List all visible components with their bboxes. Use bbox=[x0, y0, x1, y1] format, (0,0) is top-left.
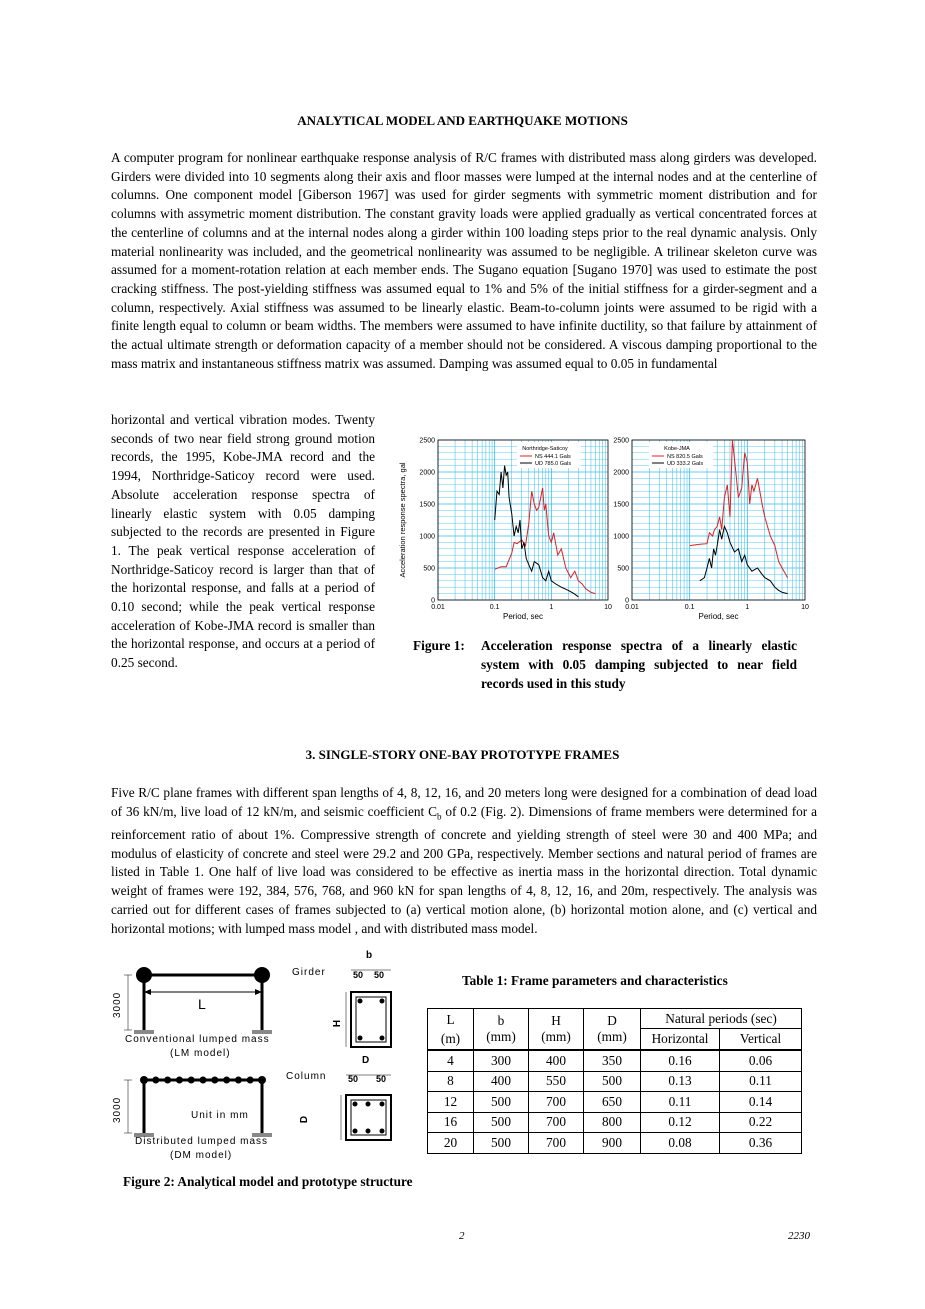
series-line-ud bbox=[495, 466, 579, 597]
table-cell: 700 bbox=[529, 1092, 584, 1113]
x-tick-label: 0.01 bbox=[431, 604, 445, 611]
col-header-d: D (mm) bbox=[584, 1009, 641, 1051]
lm-model-label-1: Conventional lumped mass bbox=[125, 1034, 270, 1045]
y-tick-label: 500 bbox=[617, 565, 629, 573]
distributed-mass-node bbox=[258, 1076, 266, 1084]
table-cell: 12 bbox=[428, 1092, 474, 1113]
y-tick-label: 1500 bbox=[419, 501, 435, 509]
figure-1 bbox=[395, 428, 825, 628]
distributed-mass-node bbox=[211, 1077, 218, 1084]
legend-entry: NS 444.1 Gals bbox=[535, 454, 571, 460]
dm-model-label-1: Distributed lumped mass bbox=[135, 1136, 269, 1147]
table-row bbox=[428, 1092, 802, 1113]
y-tick-label: 0 bbox=[625, 597, 629, 605]
body-paragraph: A computer program for nonlinear earthquake response analysis of R/C frames with distributed mass along girders was developed. Girders were divided into 10 segments along their axis and floor masses were lumped at the internal nodes and at the centerline of columns. One component model [Giberson 1967] was used for girder segments with symmetric moment distribution and for columns with assymetric moment distribution. The constant gravity loads were applied gradually as vertical concentrated forces at the centerline of columns and at the internal nodes along a girder within 100 loading steps prior to the real dynamic analysis. Only material nonlinearity was included, and the geometrical nonlinearity was assumed to be negligible. A trilinear skeleton curve was assumed for a moment-rotation relation at each member ends. The Sugano equation [Sugano 1970] was used to estimate the post cracking stiffness. The post-yielding stiffness was assumed equal to 1% and 5% of the initial stiffness for a girder-segment and a column, respectively. Axial stiffness was assumed to be linearly elastic. Beam-to-column joints were assumed to be rigid with a finite length equal to column or beam widths. The members were assumed to have infinite ductility, so that failure by attainment of the actual ultimate strength or deformation capacity of a member should not be considered. A viscous damping proportional to the mass matrix and instantaneous stiffness matrix was assumed. Damping was assumed equal to 0.05 in fundamental bbox=[111, 150, 817, 371]
table-cell: 500 bbox=[474, 1092, 529, 1113]
col-header-vertical: Vertical bbox=[720, 1029, 802, 1050]
y-tick-label: 500 bbox=[423, 565, 435, 573]
distributed-mass-node bbox=[223, 1077, 230, 1084]
table-cell: 0.08 bbox=[641, 1133, 720, 1154]
column-label: Column bbox=[286, 1071, 327, 1082]
x-tick-label: 10 bbox=[604, 604, 612, 611]
table-cell: 400 bbox=[474, 1071, 529, 1092]
y-tick-label: 1000 bbox=[613, 533, 629, 541]
subscript-b: b bbox=[436, 811, 442, 822]
table-cell: 550 bbox=[529, 1071, 584, 1092]
height-dim-dm: 3000 bbox=[112, 1096, 123, 1123]
legend-title: Kobe-JMA bbox=[664, 446, 690, 452]
table-cell: 500 bbox=[474, 1112, 529, 1133]
column-side-label: D bbox=[299, 1115, 311, 1124]
table-cell: 16 bbox=[428, 1112, 474, 1133]
girder-height-label: H bbox=[332, 1019, 344, 1028]
table-cell: 0.11 bbox=[641, 1092, 720, 1113]
table-row bbox=[428, 1112, 802, 1133]
col-header-b: b (mm) bbox=[474, 1009, 529, 1051]
y-tick-label: 2500 bbox=[419, 437, 435, 445]
figure-1-caption: Acceleration response spectra of a linearly elastic system with 0.05 damping subjected to near field records used in this study bbox=[481, 638, 797, 691]
y-tick-label: 1500 bbox=[613, 501, 629, 509]
y-tick-label: 1000 bbox=[419, 533, 435, 541]
unit-label: Unit in mm bbox=[191, 1110, 249, 1121]
table-row bbox=[428, 1071, 802, 1092]
table-cell: 400 bbox=[529, 1050, 584, 1071]
table-cell: 800 bbox=[584, 1112, 641, 1133]
table-cell: 0.13 bbox=[641, 1071, 720, 1092]
table-cell: 700 bbox=[529, 1112, 584, 1133]
x-tick-label: 0.1 bbox=[489, 604, 500, 611]
para-text-1: Five R/C plane frames with different span lengths of 4, 8, 12, 16, and 20 meters long were designed for a combination of dead load of 36 kN/m, live load of 12 kN/m, and seismic coefficient C bbox=[111, 785, 817, 819]
distributed-mass-node bbox=[200, 1077, 207, 1084]
table-cell: 650 bbox=[584, 1092, 641, 1113]
span-label: L bbox=[198, 996, 206, 1012]
distributed-mass-node bbox=[176, 1077, 183, 1084]
column-depth-label: D bbox=[362, 1055, 370, 1066]
table-row bbox=[428, 1133, 802, 1154]
section-3-heading: 3. SINGLE-STORY ONE-BAY PROTOTYPE FRAMES bbox=[305, 747, 620, 762]
page-number: 2 bbox=[459, 1230, 465, 1242]
figure-1-caption-label: Figure 1: bbox=[413, 638, 465, 653]
girder-cover-right: 50 bbox=[374, 970, 385, 980]
table-cell: 700 bbox=[529, 1133, 584, 1154]
col-header-natural-periods: Natural periods (sec) bbox=[641, 1009, 802, 1029]
table-cell: 0.12 bbox=[641, 1112, 720, 1133]
x-tick-label: 0.01 bbox=[625, 604, 639, 611]
table-cell: 0.36 bbox=[720, 1133, 802, 1154]
x-tick-label: 1 bbox=[745, 604, 750, 611]
column-cover-left: 50 bbox=[348, 1074, 359, 1084]
table-cell: 8 bbox=[428, 1071, 474, 1092]
y-tick-label: 0 bbox=[431, 597, 435, 605]
distributed-mass-node bbox=[235, 1077, 242, 1084]
table-cell: 900 bbox=[584, 1133, 641, 1154]
girder-label: Girder bbox=[292, 967, 326, 978]
lumped-mass-left bbox=[136, 967, 152, 983]
legend-entry: UD 333.2 Gals bbox=[667, 461, 704, 467]
section-heading: ANALYTICAL MODEL AND EARTHQUAKE MOTIONS bbox=[297, 113, 628, 128]
figure-2 bbox=[108, 950, 408, 1170]
table-cell: 350 bbox=[584, 1050, 641, 1071]
height-dim-lm: 3000 bbox=[112, 991, 123, 1018]
dm-model-label-2: (DM model) bbox=[170, 1150, 233, 1161]
lm-model-label-2: (LM model) bbox=[170, 1048, 231, 1059]
legend-title: Northridge-Saticoy bbox=[522, 446, 568, 452]
girder-cover-left: 50 bbox=[353, 970, 364, 980]
table-cell: 0.22 bbox=[720, 1112, 802, 1133]
paper-number: 2230 bbox=[788, 1230, 810, 1242]
para-text-2: of 0.2 (Fig. 2). Dimensions of frame members were determined for a reinforcement ratio of about 1%. Compressive strength of concrete and yielding strength of steel were 30 and 400 MPa; and modulus of elasticity of concrete and steel were 29.2 and 200 GPa, respectively. Member sections and natural period of frames are listed in Table 1. One half of live load was considered to be effective as inertia mass in the horizontal direction. Total dynamic weight of frames were 192, 384, 576, 768, and 960 kN for span lengths of 4, 8, 12, 16, and 20m, respectively. The analysis was carried out for different cases of frames subjected to (a) vertical motion alone, (b) horizontal motion alone, and (c) vertical and horizontal motions; with lumped mass model , and with distributed mass model. bbox=[111, 803, 817, 936]
y-tick-label: 2500 bbox=[613, 437, 629, 445]
table-row bbox=[428, 1050, 802, 1071]
table-cell: 0.11 bbox=[720, 1071, 802, 1092]
table-cell: 0.16 bbox=[641, 1050, 720, 1071]
lumped-mass-right bbox=[254, 967, 270, 983]
y-tick-label: 2000 bbox=[419, 469, 435, 477]
figure-2-caption: Figure 2: Analytical model and prototype structure bbox=[123, 1174, 413, 1189]
girder-width-label: b bbox=[366, 950, 373, 961]
table-cell: 300 bbox=[474, 1050, 529, 1071]
table-1 bbox=[427, 1008, 802, 1154]
table-cell: 4 bbox=[428, 1050, 474, 1071]
column-cover-right: 50 bbox=[376, 1074, 387, 1084]
y-tick-label: 2000 bbox=[613, 469, 629, 477]
distributed-mass-node bbox=[188, 1077, 195, 1084]
table-1-title: Table 1: Frame parameters and characteristics bbox=[462, 973, 728, 988]
legend-entry: NS 820.5 Gals bbox=[667, 454, 703, 460]
distributed-mass-node bbox=[247, 1077, 254, 1084]
x-tick-label: 0.1 bbox=[684, 604, 695, 611]
y-axis-label: Acceleration response spectra, gal bbox=[398, 462, 407, 578]
x-axis-label: Period, sec bbox=[698, 612, 739, 621]
distributed-mass-node bbox=[152, 1077, 159, 1084]
section-3-paragraph bbox=[111, 784, 817, 938]
x-axis-label: Period, sec bbox=[502, 612, 544, 621]
distributed-mass-node bbox=[164, 1077, 171, 1084]
table-cell: 500 bbox=[584, 1071, 641, 1092]
legend-entry: UD 785.0 Gals bbox=[535, 461, 572, 467]
table-cell: 500 bbox=[474, 1133, 529, 1154]
table-cell: 0.14 bbox=[720, 1092, 802, 1113]
col-header-h: H (mm) bbox=[529, 1009, 584, 1051]
distributed-mass-node bbox=[140, 1076, 148, 1084]
x-tick-label: 1 bbox=[549, 604, 554, 611]
body-paragraph-continued: horizontal and vertical vibration modes. Twenty seconds of two near field strong ground motion records, the 1995, Kobe-JMA record and the 1994, Northridge-Saticoy record were used. Absolute acceleration response spectra of linearly elastic system with 0.05 damping subjected to the records are presented in Figure 1. The peak vertical response acceleration of Northridge-Saticoy record is larger than that of the horizontal response, and falls at a period of 0.10 second; while the peak vertical response acceleration of Kobe-JMA record is smaller than the horizontal response, and occurs at a period of 0.25 second. bbox=[111, 412, 375, 671]
acceleration-spectra-charts bbox=[395, 428, 825, 628]
col-header-horizontal: Horizontal bbox=[641, 1029, 720, 1050]
girder-section bbox=[351, 992, 391, 1047]
col-header-l: L (m) bbox=[428, 1009, 474, 1051]
table-cell: 20 bbox=[428, 1133, 474, 1154]
x-tick-label: 10 bbox=[801, 604, 809, 611]
table-cell: 0.06 bbox=[720, 1050, 802, 1071]
